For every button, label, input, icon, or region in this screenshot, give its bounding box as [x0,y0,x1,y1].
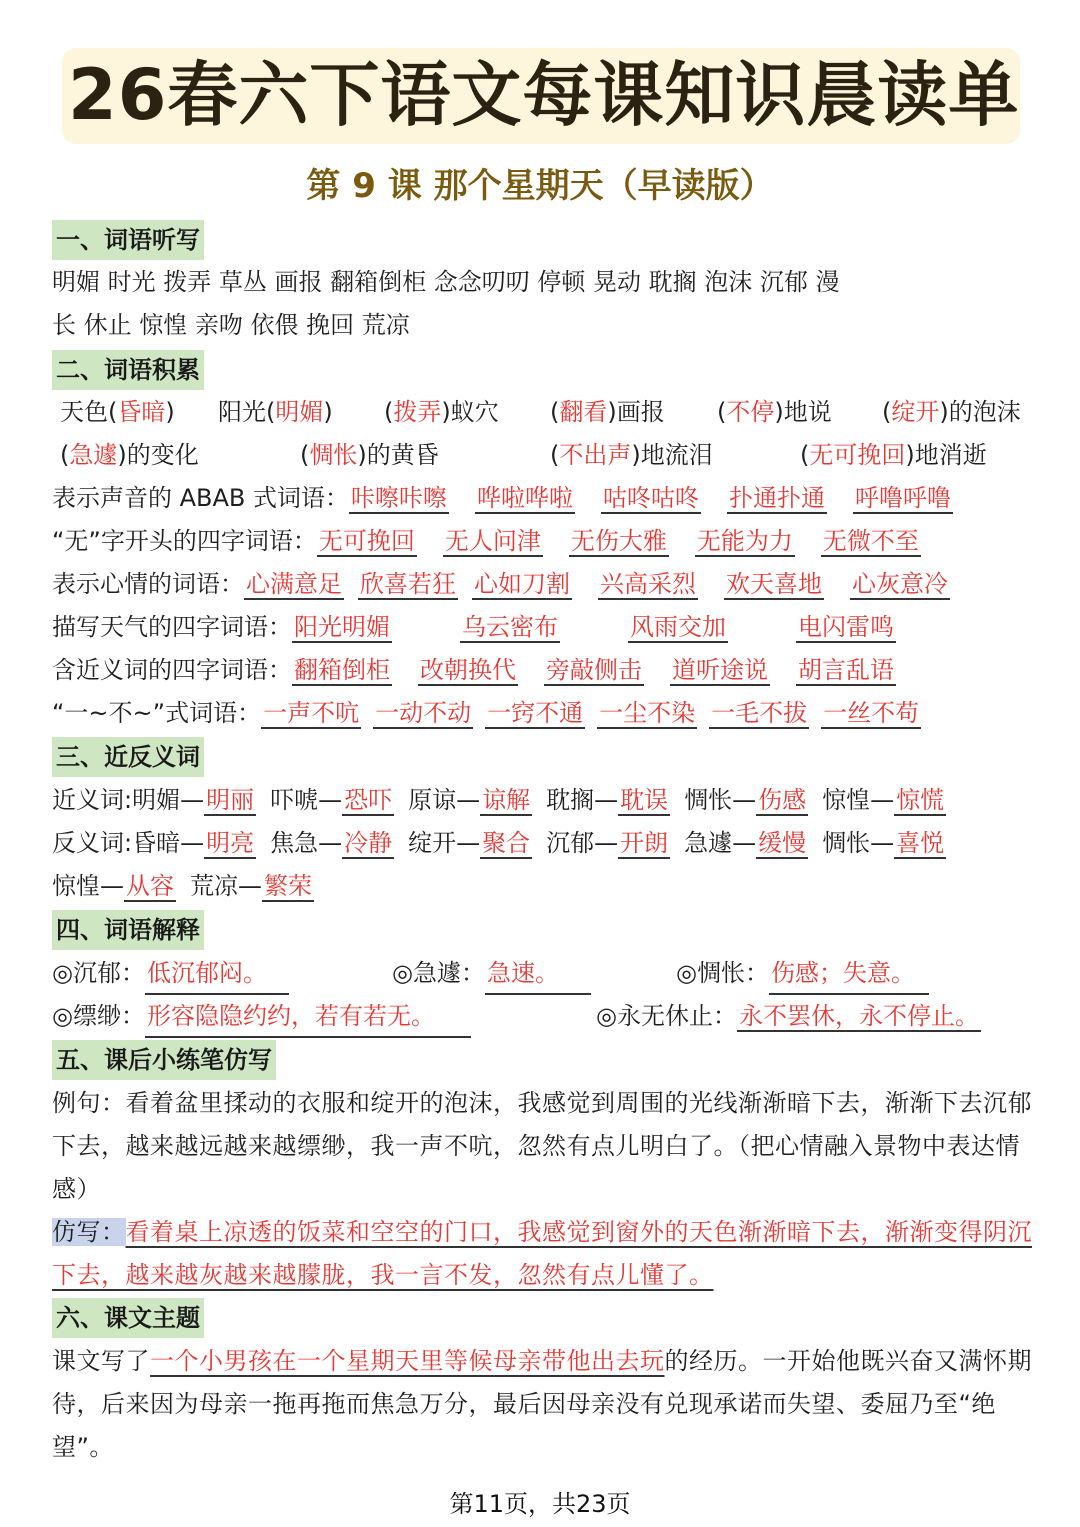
word-group-mood: 表示心情的词语：心满意足 欣喜若狂 心如刀割 兴高采烈 欢天喜地 心灰意冷 [52,570,948,598]
phrase-item: (急遽)的变化 [60,441,199,469]
theme-paragraph: 课文写了一个小男孩在一个星期天里等候母亲带他出去玩的经历。一开始他既兴奋又满怀期待，后来因为母亲一拖再拖而焦急万分，最后因母亲没有兑现承诺而失望、委屈乃至“绝望”。 [52,1347,1032,1461]
word-group-yi-bu: “一~不~”式词语：一声不吭 一动不动 一窍不通 一尘不染 一毛不拔 一丝不苟 [52,699,920,727]
phrase-item: (不出声)地流泪 [550,441,713,469]
page-title: 26春六下语文每课知识晨读单 [68,54,1020,136]
example-sentence: 例句：看着盆里揉动的衣服和绽开的泡沫，我感觉到周围的光线渐渐暗下去，渐渐下去沉郁下去，越来越远越来越缥缈，我一声不吭，忽然有点儿明白了。（把心情融入景物中表达情感） [52,1089,1032,1203]
phrase-item: (惆怅)的黄昏 [300,441,439,469]
antonym-line-2: 惊惶—从容 荒凉—繁荣 [52,872,312,900]
section-heading-dictation: 一、词语听写 [52,220,204,260]
explanation-item: ◎急遽：急速。 [392,953,591,995]
phrase-item: 天色(昏暗) [60,398,175,426]
word-group-synonym: 含近义词的四字词语：翻箱倒柜 改朝换代 旁敲侧击 道听途说 胡言乱语 [52,656,894,684]
section-heading-theme: 六、课文主题 [52,1298,204,1338]
explanation-item: ◎沉郁：低沉郁闷。 [52,953,289,995]
phrase-item: (拨弄)蚁穴 [384,398,499,426]
word-group-wu: “无”字开头的四字词语：无可挽回 无人问津 无伤大雅 无能为力 无微不至 [52,527,919,555]
imitation-text: 看着桌上凉透的饭菜和空空的门口，我感觉到窗外的天色渐渐暗下去，渐渐变得阴沉下去，越来越灰越来越朦胧，我一言不发，忽然有点儿懂了。 [52,1218,1032,1289]
phrase-item: (不停)地说 [717,398,832,426]
dictation-line-1: 明媚 时光 拨弄 草丛 画报 翻箱倒柜 念念叨叨 停顿 晃动 耽搁 泡沫 沉郁 漫 [52,268,840,296]
phrase-item: (无可挽回)地消逝 [800,441,987,469]
word-group-weather: 描写天气的四字词语：阳光明媚 乌云密布 风雨交加 电闪雷鸣 [52,613,894,641]
explanation-item: ◎缥缈：形容隐隐约约，若有若无。 [52,996,471,1038]
lesson-subtitle: 第 9 课 那个星期天（早读版） [306,166,774,206]
section-heading-syn-ant: 三、近反义词 [52,737,204,777]
dictation-line-2: 长 休止 惊惶 亲吻 依偎 挽回 荒凉 [52,311,410,339]
theme-key-phrase: 一个小男孩在一个星期天里等候母亲带他出去玩 [150,1347,665,1375]
synonym-line: 近义词:明媚—明丽 吓唬—恐吓 原谅—谅解 耽搁—耽误 惆怅—伤感 惊惶—惊慌 [52,786,945,814]
imitation-label: 仿写： [52,1218,126,1246]
antonym-line-1: 反义词:昏暗—明亮 焦急—冷静 绽开—聚合 沉郁—开朗 急遽—缓慢 惆怅—喜悦 [52,829,945,857]
section-heading-explanation: 四、词语解释 [52,910,204,950]
imitation-paragraph [52,1211,1037,1297]
explanation-item: ◎惆怅：伤感；失意。 [676,953,929,995]
section-heading-imitation: 五、课后小练笔仿写 [52,1040,276,1080]
page-number: 第11页，共23页 [449,1490,631,1518]
explanation-item: ◎永无休止：永不罢休，永不停止。 [596,1002,979,1030]
section-heading-accumulation: 二、词语积累 [52,350,204,390]
phrase-item: (绽开)的泡沫 [882,398,1021,426]
phrase-item: 阳光(明媚) [218,398,333,426]
phrase-item: (翻看)画报 [550,398,665,426]
word-group-abab: 表示声音的 ABAB 式词语：咔嚓咔嚓 哗啦哗啦 咕咚咕咚 扑通扑通 呼噜呼噜 [52,484,952,512]
